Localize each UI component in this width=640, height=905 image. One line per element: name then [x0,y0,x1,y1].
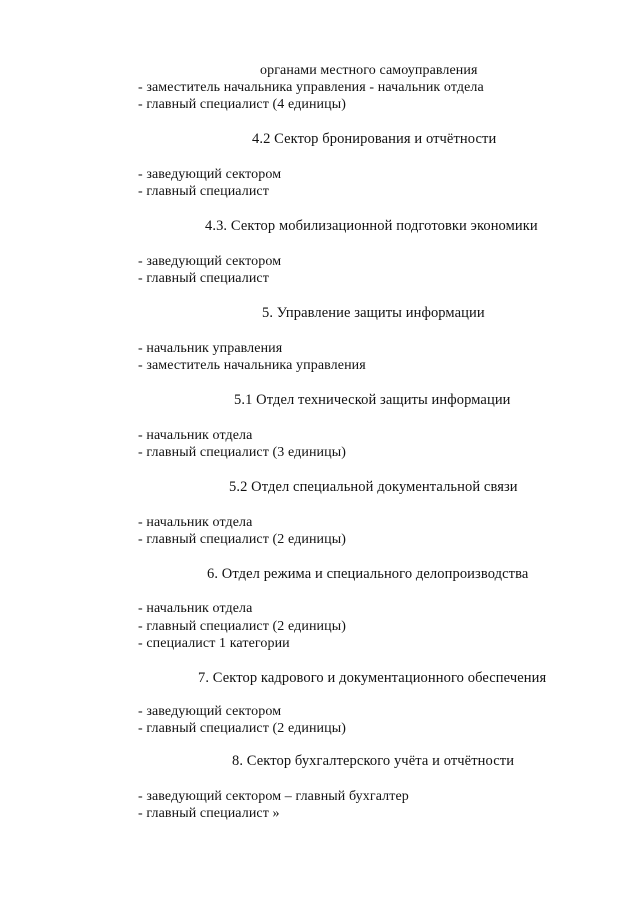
list-item: - главный специалист (3 единицы) [138,445,346,460]
list-item: - заведующий сектором [138,704,282,719]
section-heading: 5.1 Отдел технической защиты информации [234,392,511,408]
list-item: - начальник отдела [138,515,253,530]
list-item: - начальник управления [138,341,283,356]
section-heading: 5.2 Отдел специальной документальной связи [229,479,518,495]
list-item: - главный специалист (2 единицы) [138,619,346,634]
list-item: - начальник отдела [138,601,253,616]
list-item: - главный специалист (2 единицы) [138,721,346,736]
section-heading: 6. Отдел режима и специального делопроизводства [207,566,529,582]
list-item: - заведующий сектором – главный бухгалтер [138,789,409,804]
section-heading: 5. Управление защиты информации [262,305,485,321]
list-item: - главный специалист [138,184,269,199]
list-item: - заместитель начальника управления - начальник отдела [138,80,484,95]
list-item: - главный специалист [138,271,269,286]
list-item: - заместитель начальника управления [138,358,366,373]
list-item: - специалист 1 категории [138,636,290,651]
list-item: - заведующий сектором [138,254,282,269]
section-heading: 8. Сектор бухгалтерского учёта и отчётности [232,753,515,769]
list-item: - главный специалист » [138,806,280,821]
section-heading: 4.3. Сектор мобилизационной подготовки экономики [205,218,538,234]
list-item: - начальник отдела [138,428,253,443]
list-item: - главный специалист (2 единицы) [138,532,346,547]
intro-continuation: органами местного самоуправления [260,63,478,78]
list-item: - заведующий сектором [138,167,282,182]
section-heading: 4.2 Сектор бронирования и отчётности [252,131,497,147]
list-item: - главный специалист (4 единицы) [138,97,346,112]
section-heading: 7. Сектор кадрового и документационного обеспечения [198,670,547,686]
